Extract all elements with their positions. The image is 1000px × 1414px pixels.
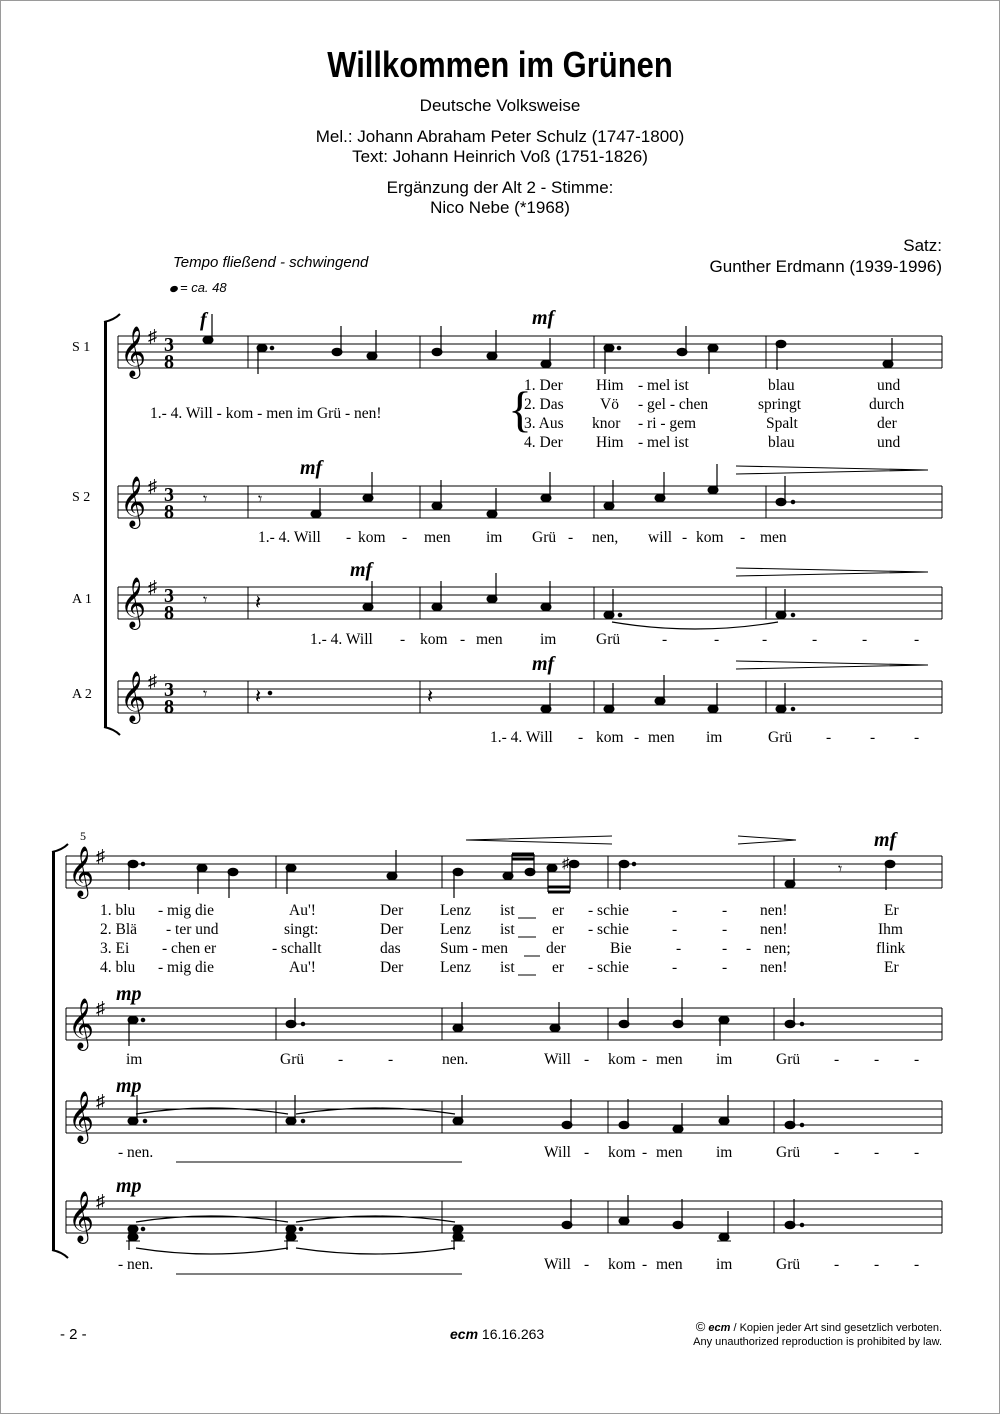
system-bracket [104, 314, 120, 735]
svg-text:mp: mp [116, 1175, 142, 1197]
metronome-value: = ca. 48 [180, 280, 227, 295]
lyric: - [914, 1256, 920, 1273]
sharp-icon: ♯ [148, 577, 157, 597]
lyric-s2: 1.- 4. Will [258, 529, 321, 546]
lyric: - [568, 529, 574, 546]
lyric: - [682, 529, 688, 546]
verse-3-line: 3. Aus [524, 415, 564, 432]
lyric: - mel ist [638, 377, 689, 394]
lyric: - schie [588, 921, 629, 938]
lyric: - [862, 631, 868, 648]
melody-credit: Mel.: Johann Abraham Peter Schulz (1747-1800) [315, 127, 685, 146]
voice-label-s1: S 1 [72, 340, 91, 355]
lyric: Will [544, 1144, 571, 1161]
treble-clef-icon: 𝄞 [120, 327, 147, 376]
svg-text:mf: mf [300, 457, 323, 479]
lyric: 3. Ei [100, 940, 130, 957]
sharp-icon: ♯ [96, 1191, 105, 1211]
lyric: kom [596, 729, 624, 746]
lyric: - [672, 921, 678, 938]
verse-1-line: 1. Der [524, 377, 563, 394]
svg-text:f: f [200, 309, 207, 331]
lyric: - [746, 940, 752, 957]
lyric: - [834, 1144, 840, 1161]
lyric: will [648, 529, 673, 546]
svg-text:𝄾: 𝄾 [203, 686, 208, 703]
lyric: Au'! [289, 902, 316, 919]
tempo-marking: Tempo fließend - schwingend [173, 254, 369, 271]
svg-text:3: 3 [164, 679, 174, 701]
page-number: - 2 - [60, 1326, 87, 1343]
lyric: nen; [764, 940, 791, 957]
lyric: - [874, 1256, 880, 1273]
lyric: - [400, 631, 406, 648]
sharp-icon: ♯ [96, 846, 105, 866]
lyric: men [760, 529, 787, 546]
lyric: - [714, 631, 720, 648]
lyric: im [540, 631, 557, 648]
lyric: Der [380, 921, 404, 938]
lyric-a1: 1.- 4. Will [310, 631, 373, 648]
arranger-name: Gunther Erdmann (1939-1996) [709, 257, 942, 276]
lyric: Grü [776, 1144, 801, 1161]
addition-credit-2: Nico Nebe (*1968) [430, 198, 570, 217]
svg-text:𝄾: 𝄾 [258, 491, 263, 508]
lyric: Grü [776, 1256, 801, 1273]
melisma-lines [176, 918, 540, 1274]
lyric: kom [608, 1256, 636, 1273]
lyric: blau [768, 434, 795, 451]
lyric: Grü [768, 729, 793, 746]
lyric: flink [876, 940, 906, 957]
clefs-2 [68, 847, 94, 1244]
svg-text:3: 3 [164, 484, 174, 506]
lyric: - [874, 1144, 880, 1161]
lyric: men [424, 529, 451, 546]
lyric: - [672, 902, 678, 919]
lyric: - schallt [272, 940, 322, 957]
staff-a1 [118, 587, 942, 619]
addition-credit-1: Ergänzung der Alt 2 - Stimme: [386, 178, 614, 197]
svg-text:𝄽: 𝄽 [427, 686, 434, 708]
lyric: 2. Blä [100, 921, 138, 938]
lyric: kom [608, 1144, 636, 1161]
catalog-number-value: 16.16.263 [481, 1326, 545, 1342]
lyric: Spalt [766, 415, 798, 432]
staff-a2-2 [66, 1201, 942, 1233]
lyric: - [722, 921, 728, 938]
lyric: Er [884, 959, 899, 976]
lyric: und [877, 434, 901, 451]
lyric: - [870, 729, 876, 746]
lyric: men [648, 729, 675, 746]
svg-text:8: 8 [164, 696, 174, 718]
lyric: - nen. [118, 1256, 154, 1273]
svg-text:mf: mf [874, 830, 897, 851]
lyric: ist [500, 959, 515, 976]
lyric: Vö [600, 396, 619, 413]
lyric: nen. [442, 1051, 469, 1068]
lyric: - [812, 631, 818, 648]
sharp-icon: ♯ [96, 998, 105, 1018]
clef-keys-time [120, 327, 146, 724]
lyric: men [656, 1051, 683, 1068]
svg-text:8: 8 [164, 501, 174, 523]
treble-clef-icon: 𝄞 [120, 672, 147, 721]
time-signatures [164, 334, 174, 718]
lyric: - [642, 1051, 648, 1068]
staff-s1 [118, 336, 942, 368]
lyric: - [914, 1051, 920, 1068]
lyric: kom [420, 631, 448, 648]
lyric: - [914, 631, 920, 648]
lyric: durch [869, 396, 905, 413]
lyric: Grü [280, 1051, 305, 1068]
sharp-icon: ♯ [148, 326, 157, 346]
staff-s2 [118, 486, 942, 518]
lyric: - [762, 631, 768, 648]
lyric: im [706, 729, 723, 746]
lyric: - chen er [162, 940, 217, 957]
staff-a2 [118, 681, 942, 713]
lyric: kom [696, 529, 724, 546]
lyric: er [552, 959, 565, 976]
sharp-icon: ♯ [96, 1091, 105, 1111]
svg-text:mf: mf [532, 307, 555, 329]
lyric: nen! [760, 902, 788, 919]
lyric: Lenz [440, 921, 471, 938]
treble-clef-icon: 𝄞 [120, 477, 147, 526]
copyright-en: Any unauthorized reproduction is prohibited by law. [693, 1336, 942, 1348]
sharp-icon: ♯ [562, 856, 570, 872]
svg-text:𝄽: 𝄽 [255, 686, 262, 708]
lyric: Ihm [878, 921, 903, 938]
svg-text:mp: mp [116, 1075, 142, 1097]
svg-text:𝄾: 𝄾 [838, 861, 843, 878]
treble-clef-icon: 𝄞 [68, 847, 95, 896]
dynamics-2 [116, 830, 899, 1197]
lyric: im [716, 1256, 733, 1273]
svg-text:mf: mf [350, 559, 373, 581]
verse-4-line: 4. Der [524, 434, 563, 451]
key-signatures-2 [96, 846, 105, 1211]
lyric: - [826, 729, 832, 746]
metronome-marking [170, 280, 227, 295]
lyric: - [402, 529, 408, 546]
voice-label-s2: S 2 [72, 490, 91, 505]
lyric: Will [544, 1256, 571, 1273]
svg-text:mf: mf [532, 653, 555, 675]
treble-clef-icon: 𝄞 [68, 1192, 95, 1241]
lyric: - [722, 940, 728, 957]
copyright-notice [693, 1320, 942, 1349]
lyric: ist [500, 921, 515, 938]
lyric: nen! [760, 959, 788, 976]
lyric: 1. blu [100, 902, 136, 919]
lyric: blau [768, 377, 795, 394]
ecm-logo: ecm [708, 1322, 731, 1334]
notes-a1 [203, 573, 795, 629]
lyric: im [486, 529, 503, 546]
lyric: der [546, 940, 566, 957]
lyric: - [584, 1144, 590, 1161]
lyric: Grü [532, 529, 557, 546]
lyric: im [126, 1051, 143, 1068]
lyric: - mel ist [638, 434, 689, 451]
lyric: - [914, 729, 920, 746]
lyric: - ri - gem [638, 415, 697, 432]
lyric: - [834, 1051, 840, 1068]
lyric: ist [500, 902, 515, 919]
lyric: - [460, 631, 466, 648]
lyric: - [642, 1256, 648, 1273]
lyric: - [722, 959, 728, 976]
verse-2-line: 2. Das [524, 396, 564, 413]
lyric: Der [380, 959, 404, 976]
lyric: - [338, 1051, 344, 1068]
key-signatures [148, 326, 157, 691]
hairpins-2 [466, 836, 796, 844]
lyric: singt: [284, 921, 319, 938]
lyric: - [634, 729, 640, 746]
lyric: men [476, 631, 503, 648]
treble-clef-icon: 𝄞 [68, 1092, 95, 1141]
lyric: - [388, 1051, 394, 1068]
lyric: im [716, 1144, 733, 1161]
text-credit: Text: Johann Heinrich Voß (1751-1826) [352, 147, 648, 166]
score-system-2 [0, 830, 1000, 1280]
copyright-de: / Kopien jeder Art sind gesetzlich verboten. [733, 1322, 942, 1334]
lyric: - [676, 940, 682, 957]
treble-clef-icon: 𝄞 [68, 999, 95, 1048]
lyric: Him [596, 434, 624, 451]
lyric: der [877, 415, 897, 432]
lyric: - [584, 1256, 590, 1273]
lyric: springt [758, 396, 802, 413]
lyric: kom [358, 529, 386, 546]
svg-text:8: 8 [164, 351, 174, 373]
lyric: - [874, 1051, 880, 1068]
subtitle: Deutsche Volksweise [419, 96, 581, 115]
svg-text:mp: mp [116, 983, 142, 1005]
svg-text:𝄾: 𝄾 [203, 592, 208, 609]
staff-a1-2 [66, 1101, 942, 1133]
quarter-note-icon [169, 285, 179, 293]
lyric: er [552, 902, 565, 919]
lyric: Bie [610, 940, 632, 957]
lyric: - [834, 1256, 840, 1273]
lyric: und [877, 377, 901, 394]
lyric: - [662, 631, 668, 648]
lyric: - schie [588, 959, 629, 976]
notes-s1-2 [128, 850, 895, 898]
sharp-icon: ♯ [148, 476, 157, 496]
lyric: - ter und [166, 921, 219, 938]
lyric: - [722, 902, 728, 919]
copyright-icon: © [695, 1319, 706, 1334]
arranger-label: Satz: [903, 236, 942, 255]
measure-number: 5 [80, 829, 86, 843]
svg-text:3: 3 [164, 585, 174, 607]
lyric: Him [596, 377, 624, 394]
lyric: - nen. [118, 1144, 154, 1161]
lyric: Sum - men [440, 940, 509, 957]
lyric: Der [380, 902, 404, 919]
treble-clef-icon: 𝄞 [120, 578, 147, 627]
lyric: Au'! [289, 959, 316, 976]
lyric: - [672, 959, 678, 976]
svg-text:3: 3 [164, 334, 174, 356]
lyric-s1-pickup: 1.- 4. Will - kom - men im Grü - nen! [150, 405, 382, 422]
lyric: Lenz [440, 959, 471, 976]
lyric: im [716, 1051, 733, 1068]
staff-s2-2 [66, 1008, 942, 1040]
lyric: das [380, 940, 401, 957]
catalog-number [450, 1326, 544, 1342]
lyric: - gel - chen [638, 396, 709, 413]
lyric: Grü [596, 631, 621, 648]
svg-text:𝄾: 𝄾 [203, 491, 208, 508]
lyric: - [642, 1144, 648, 1161]
verse-brace: { [508, 381, 532, 437]
lyric: Lenz [440, 902, 471, 919]
voice-label-a1: A 1 [72, 592, 92, 607]
lyric: - [584, 1051, 590, 1068]
lyric: knor [592, 415, 621, 432]
lyric: - mig die [158, 959, 214, 976]
lyric: men [656, 1144, 683, 1161]
lyric: kom [608, 1051, 636, 1068]
system-bracket [52, 844, 68, 1258]
dynamics [200, 307, 557, 675]
lyric: - [914, 1144, 920, 1161]
sharp-icon: ♯ [148, 671, 157, 691]
lyric: - [578, 729, 584, 746]
lyric: nen! [760, 921, 788, 938]
svg-text:8: 8 [164, 602, 174, 624]
page-title: Willkommen im Grünen [327, 44, 673, 85]
lyric: nen, [592, 529, 619, 546]
lyric: - [740, 529, 746, 546]
lyric: Will [544, 1051, 571, 1068]
lyric: men [656, 1256, 683, 1273]
lyric: - [346, 529, 352, 546]
lyric: Grü [776, 1051, 801, 1068]
lyric: - mig die [158, 902, 214, 919]
lyric: - schie [588, 902, 629, 919]
svg-text:𝄽: 𝄽 [255, 592, 262, 614]
voice-label-a2: A 2 [72, 687, 92, 702]
ecm-logo: ecm [450, 1326, 479, 1342]
lyric: er [552, 921, 565, 938]
lyric: 4. blu [100, 959, 136, 976]
lyric: Er [884, 902, 899, 919]
lyric-a2: 1.- 4. Will [490, 729, 553, 746]
notes-s2-2 [128, 998, 804, 1046]
